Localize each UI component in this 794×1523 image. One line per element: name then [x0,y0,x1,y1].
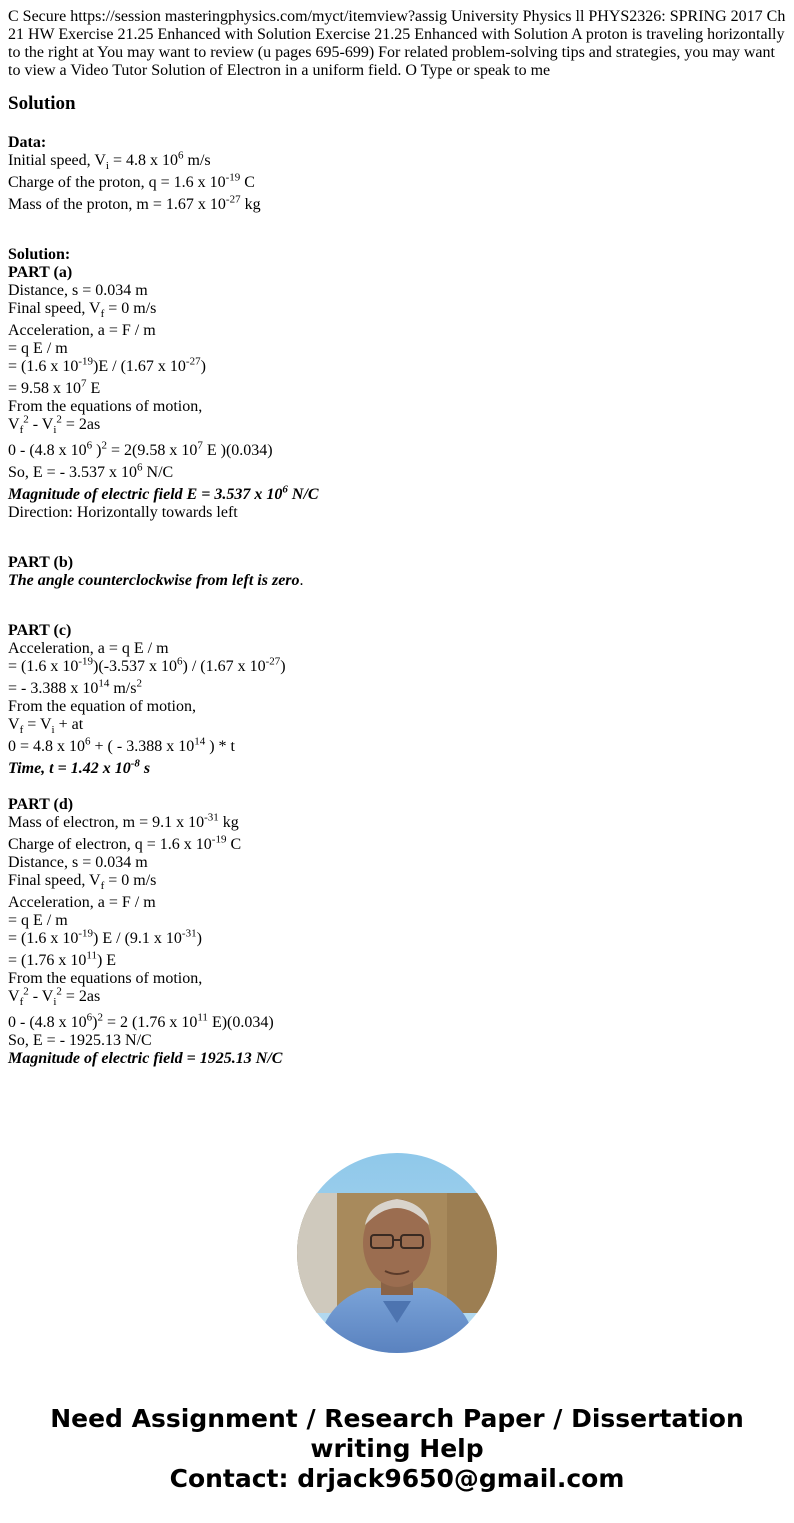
part-d-magnitude: Magnitude of electric field = 1925.13 N/C [8,1050,283,1067]
part-a-so: So, E = - 3.537 x $10^6$ N/C [8,461,174,481]
data-charge: Charge of the proton, q = 1.6 x $10^{-19}$ C [8,171,255,191]
part-c-equation: $V_f = V_i$ + at [8,716,84,737]
part-a-final-speed: Final speed, $V_f = 0$ m/s [8,300,157,321]
part-c-substitution: 0 = 4.8 x $10^6$ + ( - 3.388 x $10^{14}$ ) * t [8,735,235,755]
part-d-result: = (1.76 x $10^{11}$) E [8,949,117,969]
promo-line-1: Need Assignment / Research Paper / Dissertation [50,1404,744,1433]
part-d-calc: = (1.6 x $10^{-19}$) E / (9.1 x $10^{-31}$) [8,927,202,947]
part-a-motion: From the equations of motion, [8,398,203,415]
part-d-final-speed: Final speed, $V_f = 0$ m/s [8,872,157,893]
data-initial-speed: Initial speed, $V_i = 4.8$ x $10^6$ m/s [8,149,211,173]
part-d-motion: From the equations of motion, [8,970,203,987]
part-c-acceleration: Acceleration, a = q E / m [8,640,169,657]
author-avatar [297,1153,497,1353]
part-d-qe: = q E / m [8,912,68,929]
promo-banner [0,1404,794,1494]
solution-title: Solution [8,93,76,114]
part-d-mass: Mass of electron, m = 9.1 x $10^{-31}$ kg [8,811,239,831]
part-a-direction: Direction: Horizontally towards left [8,504,238,521]
promo-line-2: writing Help [310,1434,484,1463]
solution-document [8,8,788,1068]
part-a-magnitude: Magnitude of electric field E = 3.537 x $10^6$ N/C [8,483,319,503]
part-b-answer: The angle counterclockwise from left is zero. [8,572,304,589]
part-c-calc: = (1.6 x $10^{-19})(-3.537$ x $10^6) / (1.67$ x $10^{-27}$) [8,655,286,675]
part-c-heading: PART (c) [8,622,72,639]
part-c-time: Time, t = 1.42 x $10^{-8}$ s [8,757,151,777]
author-photo-icon [297,1153,497,1353]
data-heading: Data: [8,134,47,151]
part-a-calc: = (1.6 x $10^{-19})E / (1.67$ x $10^{-27}$) [8,355,206,375]
part-a-result: = 9.58 x $10^7$ E [8,377,101,397]
part-d-equation: $V_f^2 - V_i^2 = 2as$ [8,985,101,1009]
part-c-motion: From the equation of motion, [8,698,196,715]
data-mass: Mass of the proton, m = 1.67 x $10^{-27}$ kg [8,193,261,213]
solution-heading: Solution: [8,246,71,263]
part-d-distance: Distance, s = 0.034 m [8,854,148,871]
part-d-heading: PART (d) [8,796,74,813]
part-a-substitution: 0 - (4.8 x $10^6$ )$^2$ = 2(9.58 x $10^7$ E )(0.034) [8,439,273,459]
promo-contact: Contact: drjack9650@gmail.com [169,1464,625,1493]
part-d-substitution: 0 - (4.8 x $10^6)^2 = 2$ (1.76 x $10^{11}$ E)(0.034) [8,1011,274,1031]
part-a-acceleration: Acceleration, a = F / m [8,322,156,339]
part-d-so: So, E = - 1925.13 N/C [8,1032,152,1049]
part-a-distance: Distance, s = 0.034 m [8,282,148,299]
part-c-result: = - 3.388 x $10^{14}$ $m/s^2$ [8,677,142,697]
part-d-acceleration: Acceleration, a = F / m [8,894,156,911]
part-b-heading: PART (b) [8,554,74,571]
part-a-heading: PART (a) [8,264,73,281]
part-d-charge: Charge of electron, q = 1.6 x $10^{-19}$ C [8,833,242,853]
question-text: C Secure https://session masteringphysics.com/myct/itemview?assig University Physics ll PHYS2326: SPRING 2017 Ch 21 HW Exercise 21.25 Enhanced with Solution Exercise 21.25 Enhanced with Solution A proton is traveling horizontally to the right at You may want to review (u pages 695-699) For related problem-solving tips and strategies, you may want to view a Video Tutor Solution of Electron in a uniform field. O Type or speak to me [8,8,786,79]
part-a-qe: = q E / m [8,340,68,357]
part-a-equation: $V_f^2 - V_i^2 = 2as$ [8,413,101,437]
